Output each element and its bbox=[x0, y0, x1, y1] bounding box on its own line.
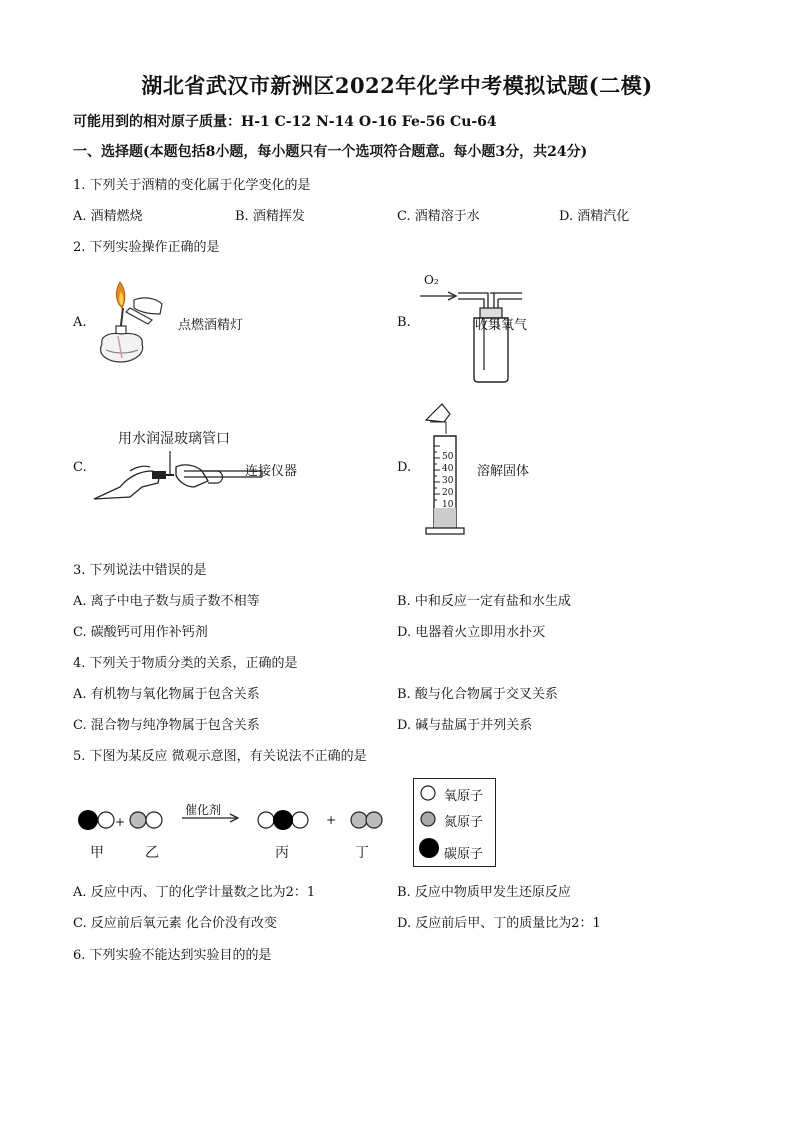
q2-d-text: 溶解固体 bbox=[477, 464, 530, 479]
cylinder-tick-40: 40 bbox=[442, 464, 454, 474]
page-title: 湖北省武汉市新洲区2022年化学中考模拟试题(二模) bbox=[141, 73, 653, 98]
ding-nitrogen-atom-right bbox=[366, 812, 382, 828]
legend-oxygen: 氧原子 bbox=[444, 789, 484, 804]
q2-d-letter: D. bbox=[397, 460, 412, 475]
q3-option-d: D. 电器着火立即用水扑灭 bbox=[397, 625, 546, 640]
ding-nitrogen-atom-left bbox=[351, 812, 367, 828]
q2-b-text: 收集氧气 bbox=[475, 318, 528, 333]
q3-stem: 3. 下列说法中错误的是 bbox=[73, 563, 207, 578]
cylinder-tick-20: 20 bbox=[442, 488, 454, 498]
q2-b-letter: B. bbox=[397, 315, 411, 330]
alcohol-lamp-illustration bbox=[90, 278, 180, 370]
q2-c-text: 连接仪器 bbox=[245, 464, 298, 479]
q1-option-b: B. 酒精挥发 bbox=[235, 209, 305, 224]
plus-sign-1: + bbox=[115, 815, 126, 829]
yi-nitrogen-atom bbox=[130, 812, 146, 828]
legend-nitrogen-symbol bbox=[421, 812, 435, 826]
legend-carbon: 碳原子 bbox=[444, 847, 484, 862]
q4-option-c: C. 混合物与纯净物属于包含关系 bbox=[73, 718, 260, 733]
bing-oxygen-atom-left bbox=[258, 812, 274, 828]
name-jia: 甲 bbox=[90, 845, 104, 861]
legend-carbon-symbol bbox=[419, 838, 439, 858]
q1-option-c: C. 酒精溶于水 bbox=[397, 209, 480, 224]
q3-option-b: B. 中和反应一定有盐和水生成 bbox=[397, 594, 571, 609]
q4-option-d: D. 碱与盐属于并列关系 bbox=[397, 718, 533, 733]
legend-symbols bbox=[418, 782, 442, 862]
atomic-masses: 可能用到的相对原子质量：H-1 C-12 N-14 O-16 Fe-56 Cu-64 bbox=[73, 114, 497, 130]
q5-option-c: C. 反应前后氧元素 化合价没有改变 bbox=[73, 916, 277, 931]
q1-stem: 1. 下列关于酒精的变化属于化学变化的是 bbox=[73, 178, 311, 193]
catalyst-label: 催化剂 bbox=[185, 803, 222, 817]
q3-option-c: C. 碳酸钙可用作补钙剂 bbox=[73, 625, 208, 640]
plus-sign-2: + bbox=[326, 813, 337, 827]
q5-option-a: A. 反应中丙、丁的化学计量数之比为2：1 bbox=[73, 885, 316, 900]
q3-option-a: A. 离子中电子数与质子数不相等 bbox=[73, 594, 260, 609]
q5-stem: 5. 下图为某反应 微观示意图，有关说法不正确的是 bbox=[73, 749, 367, 764]
legend-oxygen-symbol bbox=[421, 786, 435, 800]
q2-stem: 2. 下列实验操作正确的是 bbox=[73, 240, 220, 255]
q2-c-caption: 用水润湿玻璃管口 bbox=[118, 431, 230, 447]
jia-carbon-atom bbox=[78, 810, 98, 830]
name-bing: 丙 bbox=[275, 845, 289, 861]
q2-b-gas-label: O₂ bbox=[424, 273, 439, 287]
legend-nitrogen: 氮原子 bbox=[444, 815, 484, 830]
connecting-tube-illustration bbox=[90, 447, 270, 505]
cylinder-tick-50: 50 bbox=[442, 452, 454, 462]
name-ding: 丁 bbox=[355, 845, 369, 861]
name-yi: 乙 bbox=[145, 845, 159, 861]
q6-stem: 6. 下列实验不能达到实验目的的是 bbox=[73, 948, 272, 963]
q2-c-letter: C. bbox=[73, 460, 87, 475]
q4-option-a: A. 有机物与氧化物属于包含关系 bbox=[73, 687, 260, 702]
q5-option-b: B. 反应中物质甲发生还原反应 bbox=[397, 885, 571, 900]
section-heading: 一、选择题(本题包括8小题，每小题只有一个选项符合题意。每小题3分，共24分) bbox=[73, 144, 588, 160]
cylinder-tick-10: 10 bbox=[442, 500, 454, 510]
q1-option-a: A. 酒精燃烧 bbox=[73, 209, 143, 224]
gas-collection-bottle-illustration bbox=[418, 288, 528, 386]
q4-option-b: B. 酸与化合物属于交叉关系 bbox=[397, 687, 558, 702]
cylinder-tick-30: 30 bbox=[442, 476, 454, 486]
q5-option-d: D. 反应前后甲、丁的质量比为2：1 bbox=[397, 916, 601, 931]
q2-a-letter: A. bbox=[73, 315, 87, 330]
bing-carbon-atom bbox=[273, 810, 293, 830]
q1-option-d: D. 酒精汽化 bbox=[559, 209, 630, 224]
q2-a-text: 点燃酒精灯 bbox=[178, 318, 244, 333]
yi-oxygen-atom bbox=[146, 812, 162, 828]
jia-oxygen-atom bbox=[98, 812, 114, 828]
q4-stem: 4. 下列关于物质分类的关系，正确的是 bbox=[73, 656, 298, 671]
bing-oxygen-atom-right bbox=[292, 812, 308, 828]
